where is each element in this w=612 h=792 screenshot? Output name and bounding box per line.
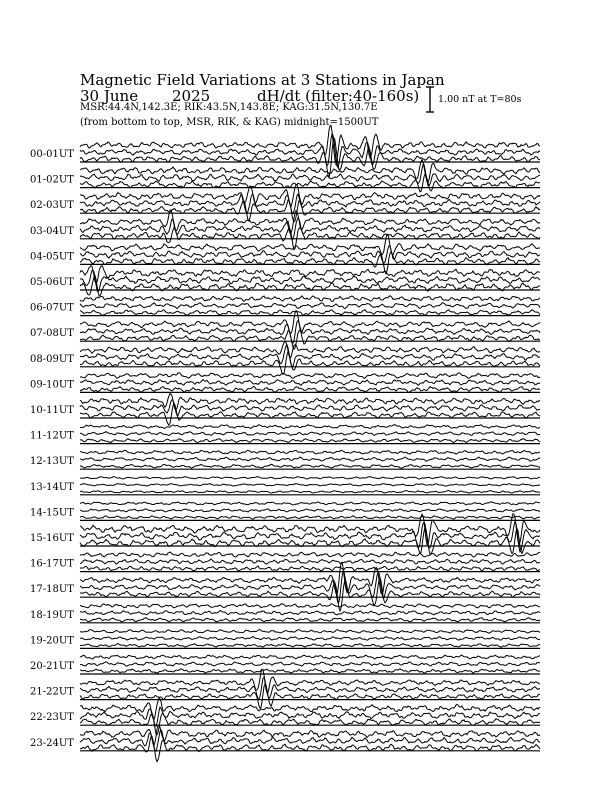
trace-rik	[80, 134, 540, 168]
hour-row	[30, 234, 540, 273]
trace-msr	[80, 386, 540, 392]
hour-label: 14-15UT	[30, 507, 74, 519]
trace-msr	[80, 330, 540, 349]
trace-rik	[80, 559, 540, 564]
trace-msr	[80, 464, 540, 468]
trace-msr	[80, 644, 540, 648]
hour-label: 15-16UT	[30, 533, 74, 544]
hour-row	[30, 502, 540, 521]
trace-kag	[80, 450, 540, 454]
trace-rik	[80, 432, 540, 436]
hour-label: 16-17UT	[30, 558, 74, 570]
trace-msr	[80, 490, 540, 493]
trace-msr	[80, 684, 540, 708]
quantity-label: dH/dt (filter:40-160s)	[257, 87, 420, 105]
hour-label: 23-24UT	[30, 737, 74, 749]
hour-row	[30, 393, 540, 425]
station-order-note: (from bottom to top, MSR, RIK, & KAG) midnight=1500UT	[80, 117, 379, 128]
trace-kag	[80, 655, 540, 659]
hour-row	[30, 185, 540, 222]
hour-row	[30, 450, 540, 469]
trace-kag	[80, 373, 540, 379]
trace-kag	[80, 562, 540, 594]
trace-rows	[30, 125, 540, 761]
hour-row	[30, 655, 540, 674]
trace-msr	[80, 403, 540, 425]
hour-row	[30, 266, 540, 296]
trace-rik	[80, 303, 540, 309]
hour-row	[30, 604, 540, 623]
hour-row	[30, 669, 540, 708]
hour-row	[30, 373, 540, 393]
trace-kag	[80, 266, 540, 284]
trace-rik	[80, 380, 540, 386]
hour-label: 11-12UT	[30, 430, 74, 442]
hour-label: 19-20UT	[30, 635, 74, 647]
hour-row	[30, 698, 540, 734]
hour-row	[30, 477, 540, 495]
hour-label: 12-13UT	[30, 456, 74, 468]
hour-label: 01-02UT	[30, 174, 74, 186]
hour-row	[30, 425, 540, 444]
trace-msr	[80, 669, 540, 673]
trace-kag	[80, 296, 540, 302]
trace-rik	[80, 484, 540, 486]
trace-kag	[80, 552, 540, 557]
trace-rik	[80, 662, 540, 666]
hour-row	[30, 210, 540, 250]
hour-label: 13-14UT	[30, 481, 74, 493]
scale-bar-label: 1.00 nT at T=80s	[438, 94, 522, 105]
trace-msr	[80, 618, 540, 622]
trace-kag	[80, 477, 540, 480]
trace-rik	[80, 457, 540, 461]
trace-msr	[80, 138, 540, 178]
trace-rik	[80, 509, 540, 512]
trace-kag	[80, 160, 540, 183]
trace-msr	[80, 276, 540, 296]
date-day: 30 June	[80, 87, 139, 105]
hour-label: 02-03UT	[30, 200, 74, 212]
scale-bar	[426, 87, 434, 112]
trace-rik	[80, 572, 540, 603]
hour-label: 22-23UT	[30, 712, 74, 724]
trace-kag	[80, 514, 540, 545]
hour-label: 18-19UT	[30, 609, 74, 621]
hour-label: 04-05UT	[30, 251, 74, 263]
trace-kag	[80, 502, 540, 505]
hour-label: 03-04UT	[30, 225, 74, 237]
trace-msr	[80, 310, 540, 316]
trace-msr	[80, 566, 540, 571]
hour-label: 09-10UT	[30, 379, 74, 391]
date-year: 2025	[172, 87, 211, 105]
hour-row	[30, 552, 540, 572]
hour-label: 08-09UT	[30, 353, 74, 365]
hour-label: 20-21UT	[30, 661, 74, 672]
chart-title: Magnetic Field Variations at 3 Stations in Japan	[80, 71, 445, 89]
hour-label: 10-11UT	[30, 405, 74, 416]
trace-rik	[80, 637, 540, 641]
trace-msr	[80, 439, 540, 443]
hour-row	[30, 160, 540, 192]
trace-kag	[80, 425, 540, 429]
trace-msr	[80, 578, 540, 611]
trace-kag	[80, 604, 540, 608]
hour-label: 05-06UT	[30, 277, 74, 288]
hour-row	[30, 341, 540, 374]
hour-label: 17-18UT	[30, 584, 74, 596]
hour-row	[30, 630, 540, 649]
trace-kag	[80, 630, 540, 634]
hour-row	[30, 725, 540, 762]
trace-rik	[80, 522, 540, 552]
hour-label: 21-22UT	[30, 686, 74, 698]
trace-msr	[80, 516, 540, 519]
hour-label: 07-08UT	[30, 328, 74, 340]
hour-row	[30, 296, 540, 316]
hour-label: 06-07UT	[30, 302, 74, 314]
trace-rik	[80, 611, 540, 615]
station-coordinates: MSR:44.4N,142.3E; RIK:43.5N,143.8E; KAG:31.5N,130.7E	[80, 102, 378, 113]
hour-label: 00-01UT	[30, 149, 74, 160]
